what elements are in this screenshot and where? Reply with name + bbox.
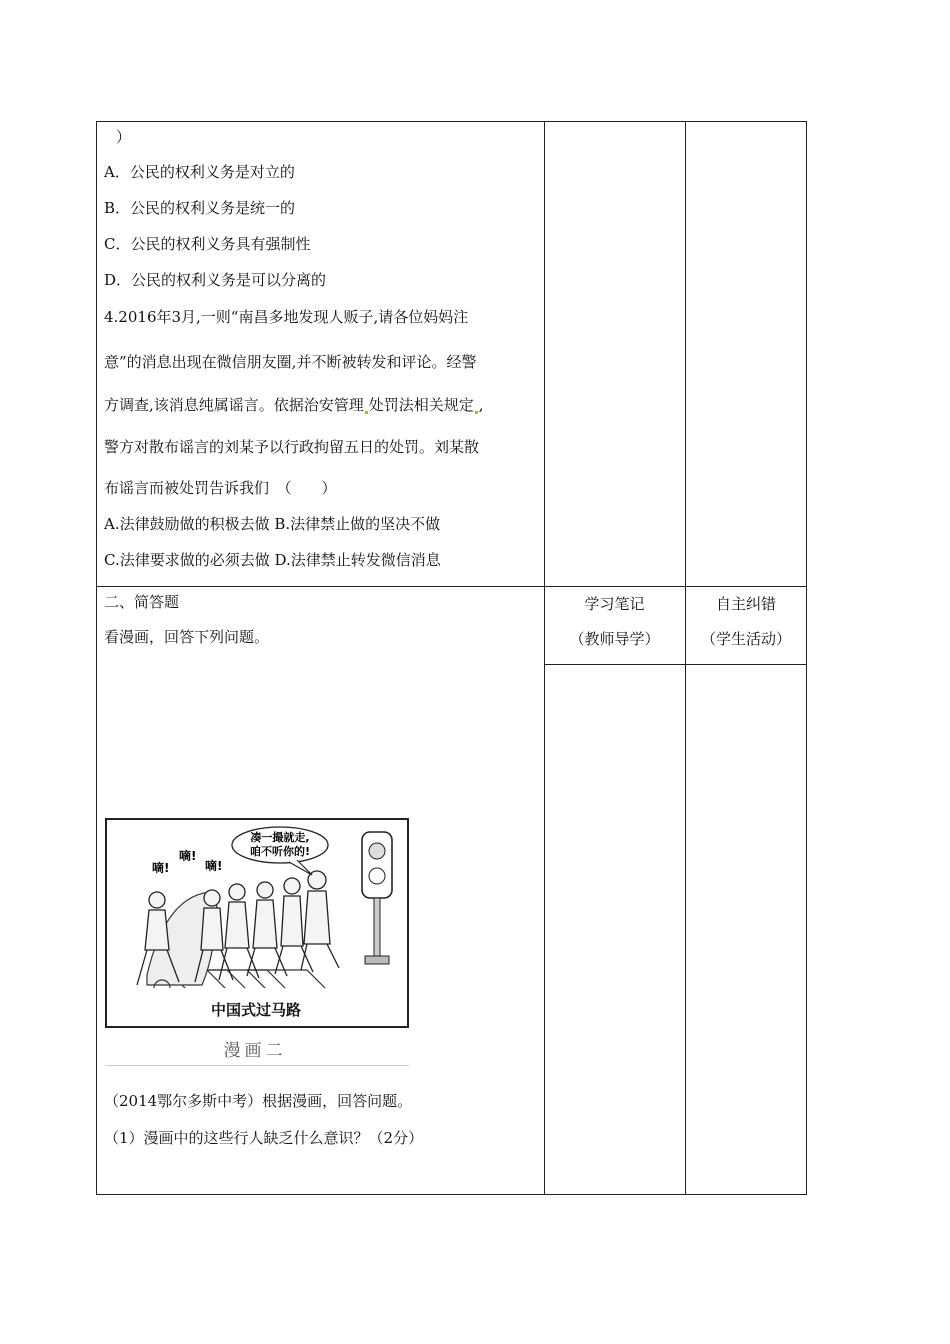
question3-option-d: D．公民的权利义务是可以分离的 [104,271,327,289]
question3-option-b: B．公民的权利义务是统一的 [104,199,296,217]
notes-column-header: 学习笔记 [584,595,645,613]
notes-column-subheader: （教师导学） [569,630,660,648]
question3-option-a: A．公民的权利义务是对立的 [104,163,295,181]
header-divider [544,664,807,665]
correction-column-header: 自主纠错 [715,595,776,613]
caption-rule [105,1065,409,1066]
horn-text-1: 嘀! [152,861,170,875]
horn-text-3: 嘀! [205,859,223,873]
comic-subcaption: 漫画二 [223,1041,287,1061]
question4-line1: 4.2016年3月,一则“南昌多地发现人贩子,请各位妈妈注 [104,308,469,326]
question3-paren: ） [116,128,132,146]
bubble-line2: 咱不听你的! [249,845,311,858]
comic-caption: 中国式过马路 [210,1001,301,1019]
column-divider-2 [685,121,686,1195]
question4-line3: 方调查,该消息纯属谣言。依据治安管理 处罚法相关规定 , [104,396,484,414]
comic-image [105,818,409,1028]
row-divider [96,586,807,587]
section-instruction: 看漫画，回答下列问题。 [104,628,270,646]
question-1: （1）漫画中的这些行人缺乏什么意识？（2分） [104,1129,424,1147]
correction-column-subheader: （学生活动） [700,630,791,648]
question-source: （2014鄂尔多斯中考）根据漫画，回答问题。 [104,1092,413,1110]
highlight-mark [475,411,478,414]
question4-line5: 布谣言而被处罚告诉我们 （ ） [104,479,337,497]
column-divider-1 [544,121,545,1195]
question4-options-ab: A.法律鼓励做的积极去做 B.法律禁止做的坚决不做 [104,515,441,533]
horn-text-2: 嘀! [179,849,197,863]
section-title: 二、简答题 [104,593,180,611]
bubble-line1: 凑一撮就走, [250,831,310,844]
question4-options-cd: C.法律要求做的必须去做 D.法律禁止转发微信消息 [104,551,441,569]
question4-line2: 意”的消息出现在微信朋友圈,并不断被转发和评论。经警 [104,353,477,371]
highlight-mark [365,411,368,414]
question3-option-c: C．公民的权利义务具有强制性 [104,235,311,253]
question4-line4: 警方对散布谣言的刘某予以行政拘留五日的处罚。刘某散 [104,438,480,456]
